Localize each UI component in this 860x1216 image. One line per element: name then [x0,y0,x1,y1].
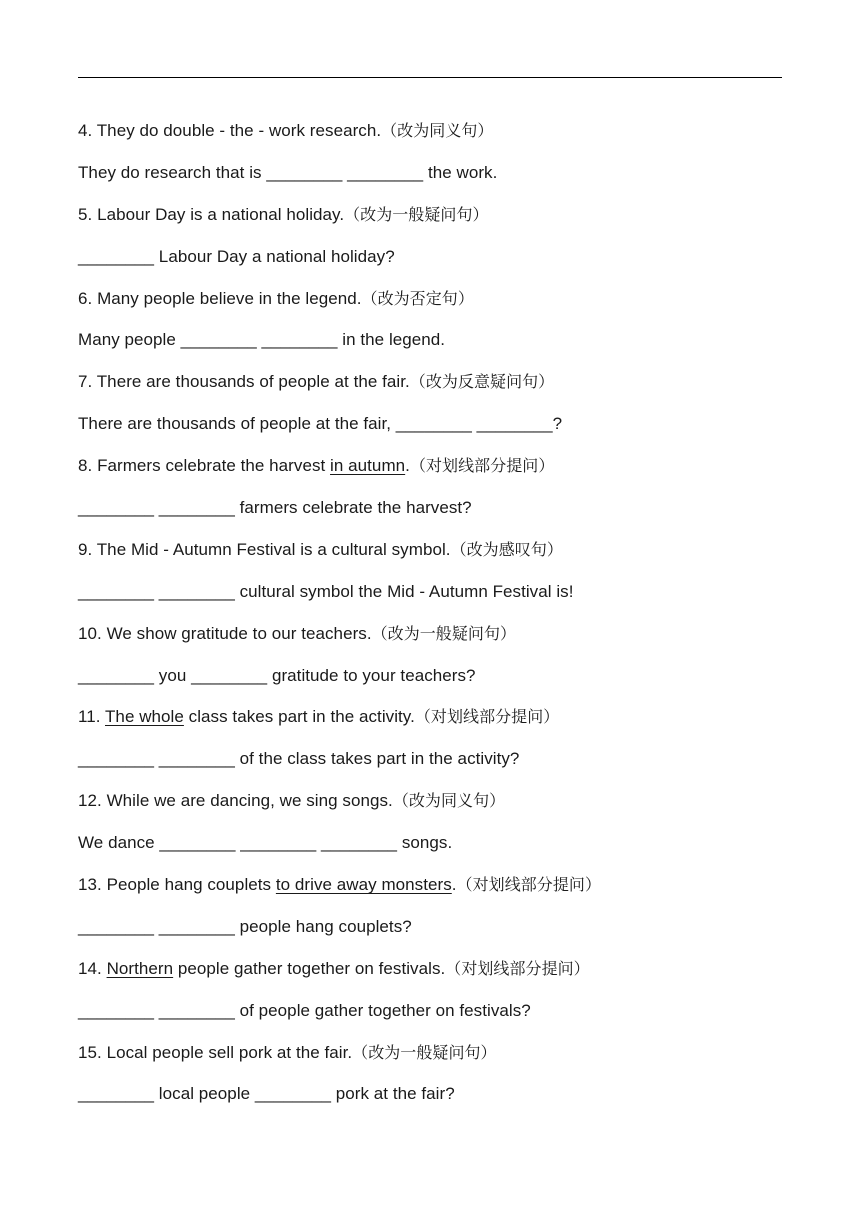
prompt-text-end: class takes part in the activity. [183,707,415,727]
prompt-text-end: people gather together on festivals. [173,958,446,978]
question-number: 7. [78,372,93,392]
question-number: 6. [78,288,93,308]
answer-line: ________ you ________ gratitude to your teachers? [78,665,476,685]
question-number: 10. [78,623,102,643]
prompt-text: Many people believe in the legend. [97,288,362,308]
prompt-text-end: . [451,875,457,895]
question-number: 13. [78,875,102,895]
prompt-text: The Mid - Autumn Festival is a cultural symbol. [96,539,451,559]
question-number: 14. [78,958,102,978]
question-prompt [78,702,798,744]
answer-line: ________ ________ farmers celebrate the harvest? [78,498,472,518]
instruction: （改为感叹句） [450,539,563,559]
answer-line: ________ ________ of people gather together on festivals? [78,1000,531,1020]
question-prompt [78,535,798,577]
instruction: （对划线部分提问） [445,958,590,978]
prompt-text-end: . [405,456,410,476]
instruction: （改为一般疑问句） [344,204,489,224]
answer-line: We dance ________ ________ ________ songs. [78,833,453,853]
question-number: 11. [78,707,101,727]
question-prompt [78,116,798,158]
answer-line: They do research that is ________ ________ the work. [78,162,498,182]
answer-line: Many people ________ ________ in the legend. [78,330,446,350]
question-prompt [78,200,798,242]
question-number: 5. [78,204,93,224]
underlined-phrase: Northern [106,958,174,978]
prompt-text: People hang couplets [106,875,276,895]
prompt-text: Labour Day is a national holiday. [97,204,345,224]
instruction: （对划线部分提问） [414,707,560,727]
exercise-list [78,116,798,1121]
answer-line: ________ ________ people hang couplets? [78,916,412,936]
prompt-text: There are thousands of people at the fair. [96,372,410,392]
prompt-text: Farmers celebrate the harvest [97,456,331,476]
answer-line: ________ ________ of the class takes part in the activity? [78,749,520,769]
instruction: （改为否定句） [361,288,474,308]
question-prompt [78,1038,798,1080]
underlined-phrase: in autumn [330,456,406,476]
question-prompt [78,284,798,326]
underlined-phrase: The whole [105,707,184,727]
answer-line: ________ Labour Day a national holiday? [78,246,395,266]
question-number: 15. [78,1042,102,1062]
question-number: 9. [78,539,93,559]
question-number: 12. [78,791,102,811]
answer-line: ________ ________ cultural symbol the Mid - Autumn Festival is! [78,581,574,601]
prompt-text: They do double - the - work research. [96,121,382,140]
question-prompt [78,367,798,409]
instruction: （对划线部分提问） [456,875,601,895]
question-number: 8. [78,456,93,476]
question-prompt [78,954,798,996]
instruction: （改为同义句） [392,791,506,811]
prompt-text: We show gratitude to our teachers. [106,623,372,643]
instruction: （对划线部分提问） [409,456,555,476]
question-prompt [78,786,798,828]
prompt-text: Local people sell pork at the fair. [106,1042,353,1062]
underlined-phrase: to drive away monsters [275,875,452,895]
question-prompt [78,451,798,493]
instruction: （改为一般疑问句） [352,1042,497,1062]
prompt-text: While we are dancing, we sing songs. [106,791,393,811]
answer-line: ________ local people ________ pork at the fair? [78,1084,455,1104]
question-number: 4. [78,121,93,140]
instruction: （改为同义句） [381,121,494,140]
instruction: （改为一般疑问句） [371,623,517,643]
header-rule [78,77,782,78]
answer-line: There are thousands of people at the fair, ________ ________? [78,414,563,434]
instruction: （改为反意疑问句） [409,372,555,392]
question-prompt [78,870,798,912]
question-prompt [78,619,798,661]
